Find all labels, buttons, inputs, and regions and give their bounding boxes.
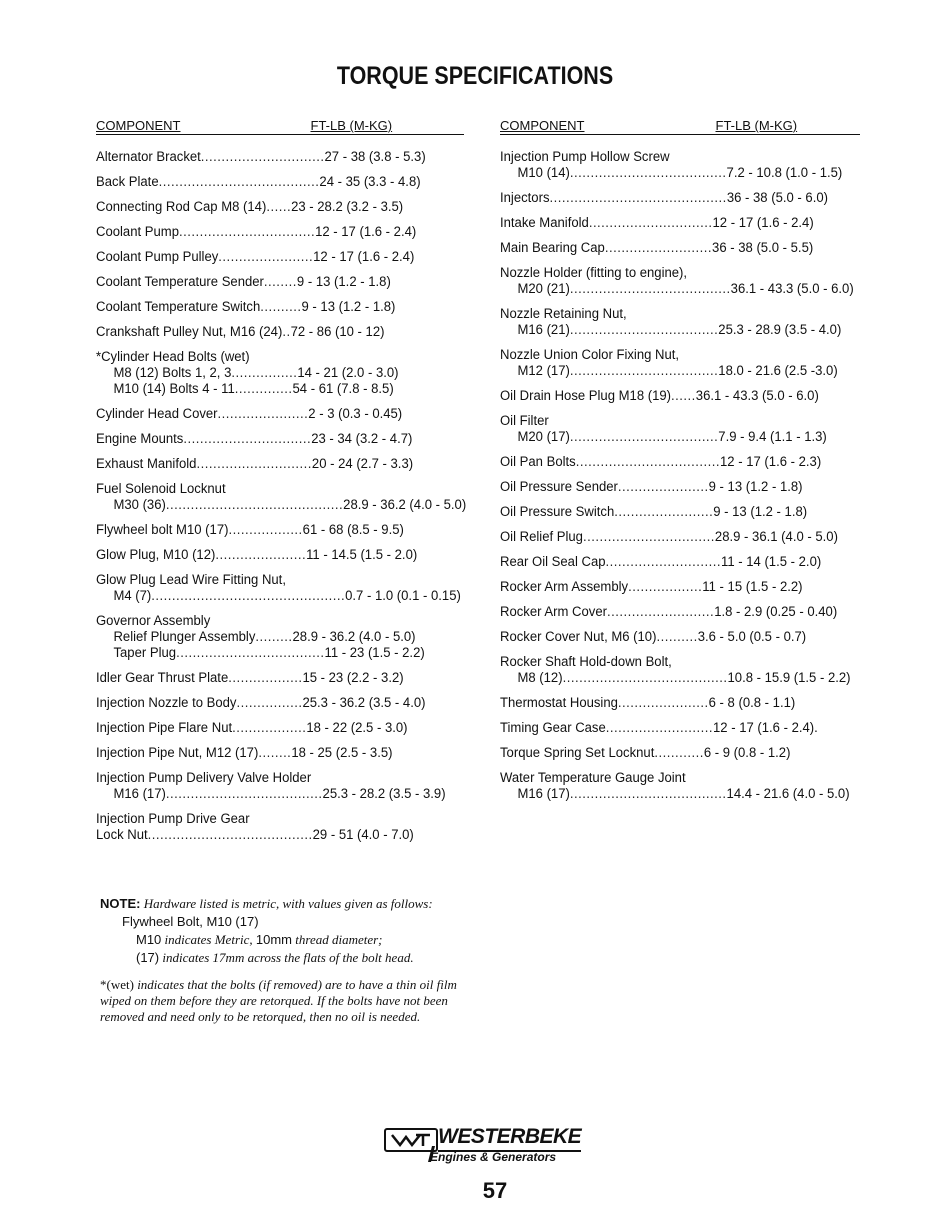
spec-component-name: Nozzle Retaining Nut, <box>500 306 627 321</box>
spec-entry <box>500 554 849 570</box>
note-example: Flywheel Bolt, M10 (17) <box>122 914 259 929</box>
spec-line <box>500 322 849 338</box>
spec-line <box>500 190 849 206</box>
spec-line <box>500 529 849 545</box>
column-header <box>500 118 860 135</box>
spec-entry <box>96 572 461 604</box>
spec-torque-value: 7.2 - 10.8 (1.0 - 1.5) <box>726 165 843 180</box>
spec-torque-value: 54 - 61 (7.8 - 8.5) <box>292 381 394 396</box>
spec-component-name: Flywheel bolt M10 (17) <box>96 522 229 537</box>
spec-entry <box>500 695 849 711</box>
spec-entry <box>96 770 453 802</box>
spec-component-name: Relief Plunger Assembly <box>113 629 256 644</box>
page-title: TORQUE SPECIFICATIONS <box>336 62 614 90</box>
spec-line <box>500 413 849 429</box>
spec-leader-dots: ........................................... <box>165 497 344 512</box>
spec-entry <box>500 149 849 181</box>
spec-line <box>96 149 453 165</box>
spec-component-name: Crankshaft Pulley Nut, M16 (24) <box>96 324 283 339</box>
spec-line <box>500 363 849 379</box>
spec-line <box>96 695 453 711</box>
spec-component-name: Fuel Solenoid Locknut <box>96 481 226 496</box>
spec-list-right <box>500 149 860 802</box>
spec-line <box>500 265 849 281</box>
spec-entry <box>96 174 453 190</box>
spec-torque-value: 24 - 35 (3.3 - 4.8) <box>319 174 421 189</box>
spec-entry <box>500 604 849 620</box>
spec-leader-dots: ....................................... <box>158 174 320 189</box>
spec-leader-dots: ........ <box>263 274 297 289</box>
spec-list-left <box>96 149 467 843</box>
note-label: NOTE: <box>100 896 141 911</box>
spec-leader-dots: ...................................... <box>569 165 727 180</box>
spec-entry <box>96 406 453 422</box>
spec-torque-value: 0.7 - 1.0 (0.1 - 0.15) <box>345 588 461 603</box>
spec-line <box>96 224 453 240</box>
spec-entry <box>96 224 453 240</box>
spec-component-name: Idler Gear Thrust Plate <box>96 670 229 685</box>
spec-torque-value: 18.0 - 21.6 (2.5 -3.0) <box>718 363 838 378</box>
spec-component-name: M30 (36) <box>113 497 166 512</box>
spec-entry <box>500 579 849 595</box>
spec-leader-dots: ........................................... <box>549 190 727 205</box>
westerbeke-logo <box>384 1124 589 1168</box>
spec-entry <box>500 745 849 761</box>
unit-header: FT-LB (M-KG) <box>715 118 798 133</box>
spec-column-right <box>500 118 860 811</box>
spec-line <box>500 554 849 570</box>
spec-leader-dots: .................................... <box>569 322 719 337</box>
spec-leader-dots: ........ <box>258 745 292 760</box>
spec-line <box>500 604 849 620</box>
spec-component-name: Nozzle Holder (fitting to engine), <box>500 265 688 280</box>
note-m17-code: (17) <box>136 950 160 965</box>
spec-leader-dots: ................ <box>236 695 303 710</box>
spec-line <box>96 588 461 604</box>
spec-component-name: Oil Relief Plug <box>500 529 583 544</box>
spec-torque-value: 12 - 17 (1.6 - 2.4) <box>315 224 417 239</box>
spec-torque-value: 14.4 - 21.6 (4.0 - 5.0) <box>726 786 850 801</box>
spec-line <box>96 629 453 645</box>
spec-leader-dots: .............................. <box>588 215 713 230</box>
spec-leader-dots: ........................................ <box>562 670 728 685</box>
spec-entry <box>500 770 849 802</box>
note-m10-text: indicates Metric, <box>164 932 253 947</box>
spec-entry <box>96 720 453 736</box>
spec-entry <box>96 481 467 513</box>
spec-leader-dots: ................ <box>231 365 298 380</box>
spec-line <box>96 381 453 397</box>
spec-component-name: M16 (17) <box>113 786 166 801</box>
brand-name: WESTERBEKE <box>438 1124 581 1152</box>
spec-component-name: Governor Assembly <box>96 613 211 628</box>
spec-entry <box>96 695 453 711</box>
spec-leader-dots: .................................... <box>569 429 719 444</box>
spec-torque-value: 3.6 - 5.0 (0.5 - 0.7) <box>697 629 807 644</box>
spec-line <box>96 349 453 365</box>
spec-torque-value: 11 - 15 (1.5 - 2.2) <box>702 579 803 594</box>
spec-component-name: Injection Pipe Nut, M12 (17) <box>96 745 259 760</box>
spec-line <box>96 572 453 588</box>
spec-torque-value: 2 - 3 (0.3 - 0.45) <box>308 406 403 421</box>
spec-component-name: Water Temperature Gauge Joint <box>500 770 686 785</box>
spec-component-name: M20 (21) <box>517 281 570 296</box>
column-header <box>96 118 464 135</box>
spec-line <box>96 456 453 472</box>
note-m10-tail: thread diameter; <box>295 932 383 947</box>
spec-line <box>96 324 453 340</box>
spec-line <box>500 429 849 445</box>
spec-line <box>500 215 849 231</box>
spec-torque-value: 11 - 23 (1.5 - 2.2) <box>324 645 425 660</box>
spec-torque-value: 12 - 17 (1.6 - 2.4) <box>313 249 415 264</box>
spec-component-name: Alternator Bracket <box>96 149 201 164</box>
spec-line <box>500 745 849 761</box>
spec-leader-dots: .............................. <box>200 149 325 164</box>
spec-component-name: Lock Nut <box>96 827 148 842</box>
spec-entry <box>500 504 849 520</box>
spec-component-name: Rocker Arm Assembly <box>500 579 629 594</box>
spec-component-name: Oil Pressure Switch <box>500 504 615 519</box>
spec-line <box>500 579 849 595</box>
spec-entry <box>96 149 453 165</box>
logo-emblem-icon <box>384 1128 438 1152</box>
note-m10-code: M10 <box>136 932 162 947</box>
spec-leader-dots: ........................................ <box>147 827 313 842</box>
note-intro: Hardware listed is metric, with values given as follows: <box>143 896 433 911</box>
spec-component-name: M10 (14) <box>517 165 570 180</box>
spec-torque-value: 72 - 86 (10 - 12) <box>290 324 385 339</box>
spec-line <box>500 770 849 786</box>
spec-torque-value: 9 - 13 (1.2 - 1.8) <box>708 479 803 494</box>
spec-component-name: M4 (7) <box>113 588 152 603</box>
spec-line <box>500 479 849 495</box>
spec-component-name: Taper Plug <box>113 645 177 660</box>
spec-component-name: Injectors <box>500 190 550 205</box>
spec-line <box>96 770 453 786</box>
spec-entry <box>96 199 453 215</box>
spec-component-name: M20 (17) <box>517 429 570 444</box>
spec-leader-dots: ............ <box>654 745 704 760</box>
spec-component-name: Injection Pump Drive Gear <box>96 811 250 826</box>
spec-line <box>96 406 453 422</box>
spec-component-name: Coolant Temperature Sender <box>96 274 264 289</box>
spec-leader-dots: ................................. <box>178 224 316 239</box>
spec-component-name: Glow Plug Lead Wire Fitting Nut, <box>96 572 286 587</box>
spec-torque-value: 10.8 - 15.9 (1.5 - 2.2) <box>727 670 851 685</box>
spec-component-name: Oil Filter <box>500 413 549 428</box>
spec-line <box>96 365 453 381</box>
spec-torque-value: 12 - 17 (1.6 - 2.4) <box>712 215 814 230</box>
spec-entry <box>500 265 854 297</box>
spec-leader-dots: ....................................... <box>569 281 731 296</box>
spec-component-name: Intake Manifold <box>500 215 589 230</box>
spec-component-name: Coolant Pump <box>96 224 179 239</box>
spec-leader-dots: ...................... <box>617 479 709 494</box>
spec-component-name: Glow Plug, M10 (12) <box>96 547 216 562</box>
spec-leader-dots: ........................ <box>614 504 714 519</box>
spec-line <box>96 299 453 315</box>
spec-leader-dots: .................. <box>228 670 303 685</box>
spec-line <box>500 629 849 645</box>
spec-line <box>500 388 849 404</box>
spec-torque-value: 7.9 - 9.4 (1.1 - 1.3) <box>718 429 827 444</box>
spec-torque-value: 25.3 - 36.2 (3.5 - 4.0) <box>302 695 426 710</box>
note-m10-diameter: 10mm <box>255 932 293 947</box>
spec-torque-value: 12 - 17 (1.6 - 2.4). <box>712 720 818 735</box>
spec-entry <box>500 215 849 231</box>
spec-torque-value: 15 - 23 (2.2 - 3.2) <box>302 670 404 685</box>
spec-torque-value: 11 - 14 (1.5 - 2.0) <box>721 554 822 569</box>
spec-component-name: Back Plate <box>96 174 159 189</box>
spec-component-name: Timing Gear Case <box>500 720 606 735</box>
spec-entry <box>96 745 453 761</box>
hardware-note <box>100 895 480 1025</box>
note-m17-text: indicates 17mm across the flats of the bolt head. <box>162 950 414 965</box>
spec-leader-dots: ............................ <box>605 554 722 569</box>
spec-component-name: Torque Spring Set Locknut <box>500 745 655 760</box>
spec-leader-dots: ......... <box>255 629 293 644</box>
spec-leader-dots: ...... <box>671 388 696 403</box>
spec-leader-dots: ...................... <box>215 547 307 562</box>
note-wet-code: *(wet) <box>100 977 134 992</box>
spec-entry <box>500 306 849 338</box>
spec-entry <box>500 454 849 470</box>
spec-entry <box>500 347 849 379</box>
spec-entry <box>96 431 453 447</box>
spec-leader-dots: ................................ <box>582 529 715 544</box>
spec-line <box>500 504 849 520</box>
spec-line <box>500 654 849 670</box>
spec-component-name: Oil Pan Bolts <box>500 454 576 469</box>
spec-entry <box>500 654 849 686</box>
spec-leader-dots: .......................... <box>606 604 715 619</box>
spec-line <box>96 431 453 447</box>
spec-entry <box>96 670 453 686</box>
spec-torque-value: 23 - 34 (3.2 - 4.7) <box>311 431 413 446</box>
spec-torque-value: 20 - 24 (2.7 - 3.3) <box>311 456 414 471</box>
spec-line <box>96 249 453 265</box>
spec-line <box>96 811 453 827</box>
spec-entry <box>500 479 849 495</box>
spec-leader-dots: .................................... <box>176 645 325 660</box>
spec-leader-dots: ...................... <box>217 406 309 421</box>
spec-component-name: Nozzle Union Color Fixing Nut, <box>500 347 680 362</box>
spec-line <box>500 306 849 322</box>
spec-torque-value: 9 - 13 (1.2 - 1.8) <box>713 504 808 519</box>
spec-torque-value: 28.9 - 36.1 (4.0 - 5.0) <box>714 529 838 544</box>
spec-line <box>500 786 849 802</box>
spec-entry <box>500 388 849 404</box>
note-wet-text: indicates that the bolts (if removed) are to have a thin oil film wiped on them before they are retorqued. If the bolts have not been removed and need only to be retorqued, then no oil is needed. <box>100 977 457 1024</box>
spec-leader-dots: ...... <box>266 199 292 214</box>
spec-component-name: Injection Nozzle to Body <box>96 695 237 710</box>
spec-component-name: M10 (14) Bolts 4 - 11 <box>113 381 235 396</box>
spec-line <box>500 454 849 470</box>
spec-component-name: Main Bearing Cap <box>500 240 605 255</box>
spec-line <box>96 613 453 629</box>
spec-line <box>96 199 453 215</box>
spec-line <box>96 547 453 563</box>
spec-line <box>500 240 849 256</box>
brand-tagline: Engines & Generators <box>430 1150 557 1164</box>
spec-leader-dots: .......... <box>656 629 698 644</box>
spec-leader-dots: ...................... <box>617 695 709 710</box>
spec-leader-dots: ...................................... <box>165 786 323 801</box>
spec-component-name: Thermostat Housing <box>500 695 618 710</box>
spec-line <box>96 745 453 761</box>
spec-torque-value: 18 - 25 (2.5 - 3.5) <box>291 745 393 760</box>
spec-entry <box>96 249 453 265</box>
spec-line <box>96 481 453 497</box>
spec-component-name: M8 (12) Bolts 1, 2, 3 <box>113 365 232 380</box>
spec-line <box>96 274 453 290</box>
spec-line <box>500 347 849 363</box>
spec-entry <box>500 190 849 206</box>
spec-component-name: Rocker Cover Nut, M6 (10) <box>500 629 657 644</box>
spec-component-name: Oil Pressure Sender <box>500 479 618 494</box>
spec-entry <box>96 299 453 315</box>
spec-component-name: Cylinder Head Cover <box>96 406 218 421</box>
component-header: COMPONENT <box>96 118 181 133</box>
spec-component-name: M12 (17) <box>517 363 570 378</box>
spec-component-name: M16 (17) <box>517 786 570 801</box>
spec-leader-dots: .................. <box>628 579 703 594</box>
spec-component-name: Rocker Shaft Hold-down Bolt, <box>500 654 672 669</box>
spec-component-name: Injection Pipe Flare Nut <box>96 720 233 735</box>
spec-line <box>96 174 453 190</box>
spec-line <box>96 827 453 843</box>
spec-leader-dots: ............................................... <box>151 588 346 603</box>
spec-entry <box>500 629 849 645</box>
spec-leader-dots: .................................... <box>569 363 719 378</box>
spec-torque-value: 1.8 - 2.9 (0.25 - 0.40) <box>714 604 838 619</box>
spec-torque-value: 25.3 - 28.2 (3.5 - 3.9) <box>322 786 446 801</box>
spec-entry <box>96 547 453 563</box>
spec-component-name: Injection Pump Delivery Valve Holder <box>96 770 312 785</box>
spec-leader-dots: ............................ <box>196 456 312 471</box>
spec-leader-dots: .......................... <box>605 720 713 735</box>
spec-torque-value: 9 - 13 (1.2 - 1.8) <box>301 299 396 314</box>
spec-torque-value: 36 - 38 (5.0 - 5.5) <box>712 240 814 255</box>
spec-torque-value: 6 - 8 (0.8 - 1.1) <box>708 695 796 710</box>
spec-component-name: *Cylinder Head Bolts (wet) <box>96 349 250 364</box>
spec-line <box>500 670 849 686</box>
spec-entry <box>500 529 849 545</box>
spec-line <box>96 522 453 538</box>
spec-component-name: Connecting Rod Cap M8 (14) <box>96 199 267 214</box>
spec-component-name: M16 (21) <box>517 322 570 337</box>
spec-leader-dots: .................. <box>232 720 307 735</box>
spec-leader-dots: .......................... <box>604 240 713 255</box>
spec-leader-dots: ............................... <box>183 431 312 446</box>
spec-torque-value: 6 - 9 (0.8 - 1.2) <box>703 745 791 760</box>
spec-torque-value: 27 - 38 (3.8 - 5.3) <box>324 149 426 164</box>
spec-torque-value: 9 - 13 (1.2 - 1.8) <box>296 274 391 289</box>
spec-torque-value: 23 - 28.2 (3.2 - 3.5) <box>291 199 404 214</box>
spec-leader-dots: .................. <box>228 522 303 537</box>
spec-component-name: Engine Mounts <box>96 431 184 446</box>
spec-entry <box>500 413 849 445</box>
spec-entry <box>96 349 453 397</box>
spec-line <box>500 281 854 297</box>
spec-component-name: Exhaust Manifold <box>96 456 197 471</box>
spec-torque-value: 14 - 21 (2.0 - 3.0) <box>297 365 399 380</box>
component-header: COMPONENT <box>500 118 585 133</box>
spec-leader-dots: ................................... <box>575 454 721 469</box>
spec-component-name: Rear Oil Seal Cap <box>500 554 606 569</box>
spec-component-name: Rocker Arm Cover <box>500 604 607 619</box>
spec-line <box>500 720 849 736</box>
spec-torque-value: 11 - 14.5 (1.5 - 2.0) <box>306 547 418 562</box>
spec-component-name: Coolant Pump Pulley <box>96 249 219 264</box>
spec-torque-value: 36.1 - 43.3 (5.0 - 6.0) <box>730 281 854 296</box>
spec-entry <box>96 811 453 843</box>
spec-line <box>500 149 849 165</box>
spec-torque-value: 25.3 - 28.9 (3.5 - 4.0) <box>718 322 842 337</box>
spec-line <box>500 165 849 181</box>
spec-column-left <box>96 118 467 852</box>
spec-entry <box>500 240 849 256</box>
spec-component-name: M8 (12) <box>517 670 563 685</box>
spec-component-name: Coolant Temperature Switch <box>96 299 261 314</box>
spec-entry <box>96 613 453 661</box>
spec-entry <box>96 274 453 290</box>
spec-leader-dots: .............. <box>234 381 293 396</box>
spec-torque-value: 29 - 51 (4.0 - 7.0) <box>312 827 414 842</box>
spec-line <box>96 720 453 736</box>
spec-torque-value: 36 - 38 (5.0 - 6.0) <box>726 190 828 205</box>
spec-torque-value: 12 - 17 (1.6 - 2.3) <box>720 454 822 469</box>
spec-line <box>96 786 453 802</box>
spec-entry <box>96 324 453 340</box>
spec-leader-dots: ....................... <box>218 249 314 264</box>
spec-leader-dots: .......... <box>260 299 302 314</box>
spec-leader-dots: ...................................... <box>569 786 727 801</box>
spec-component-name: Injection Pump Hollow Screw <box>500 149 670 164</box>
spec-torque-value: 61 - 68 (8.5 - 9.5) <box>302 522 404 537</box>
spec-torque-value: 28.9 - 36.2 (4.0 - 5.0) <box>343 497 467 512</box>
spec-component-name: Oil Drain Hose Plug M18 (19) <box>500 388 672 403</box>
spec-line <box>96 645 453 661</box>
unit-header: FT-LB (M-KG) <box>310 118 393 133</box>
spec-entry <box>96 522 453 538</box>
spec-line <box>96 670 453 686</box>
spec-torque-value: 36.1 - 43.3 (5.0 - 6.0) <box>695 388 819 403</box>
spec-entry <box>500 720 849 736</box>
spec-line <box>500 695 849 711</box>
page-number: 57 <box>482 1178 508 1203</box>
spec-leader-dots: .. <box>282 324 291 339</box>
spec-entry <box>96 456 453 472</box>
spec-line <box>96 497 467 513</box>
spec-torque-value: 28.9 - 36.2 (4.0 - 5.0) <box>292 629 416 644</box>
spec-torque-value: 18 - 22 (2.5 - 3.0) <box>306 720 408 735</box>
